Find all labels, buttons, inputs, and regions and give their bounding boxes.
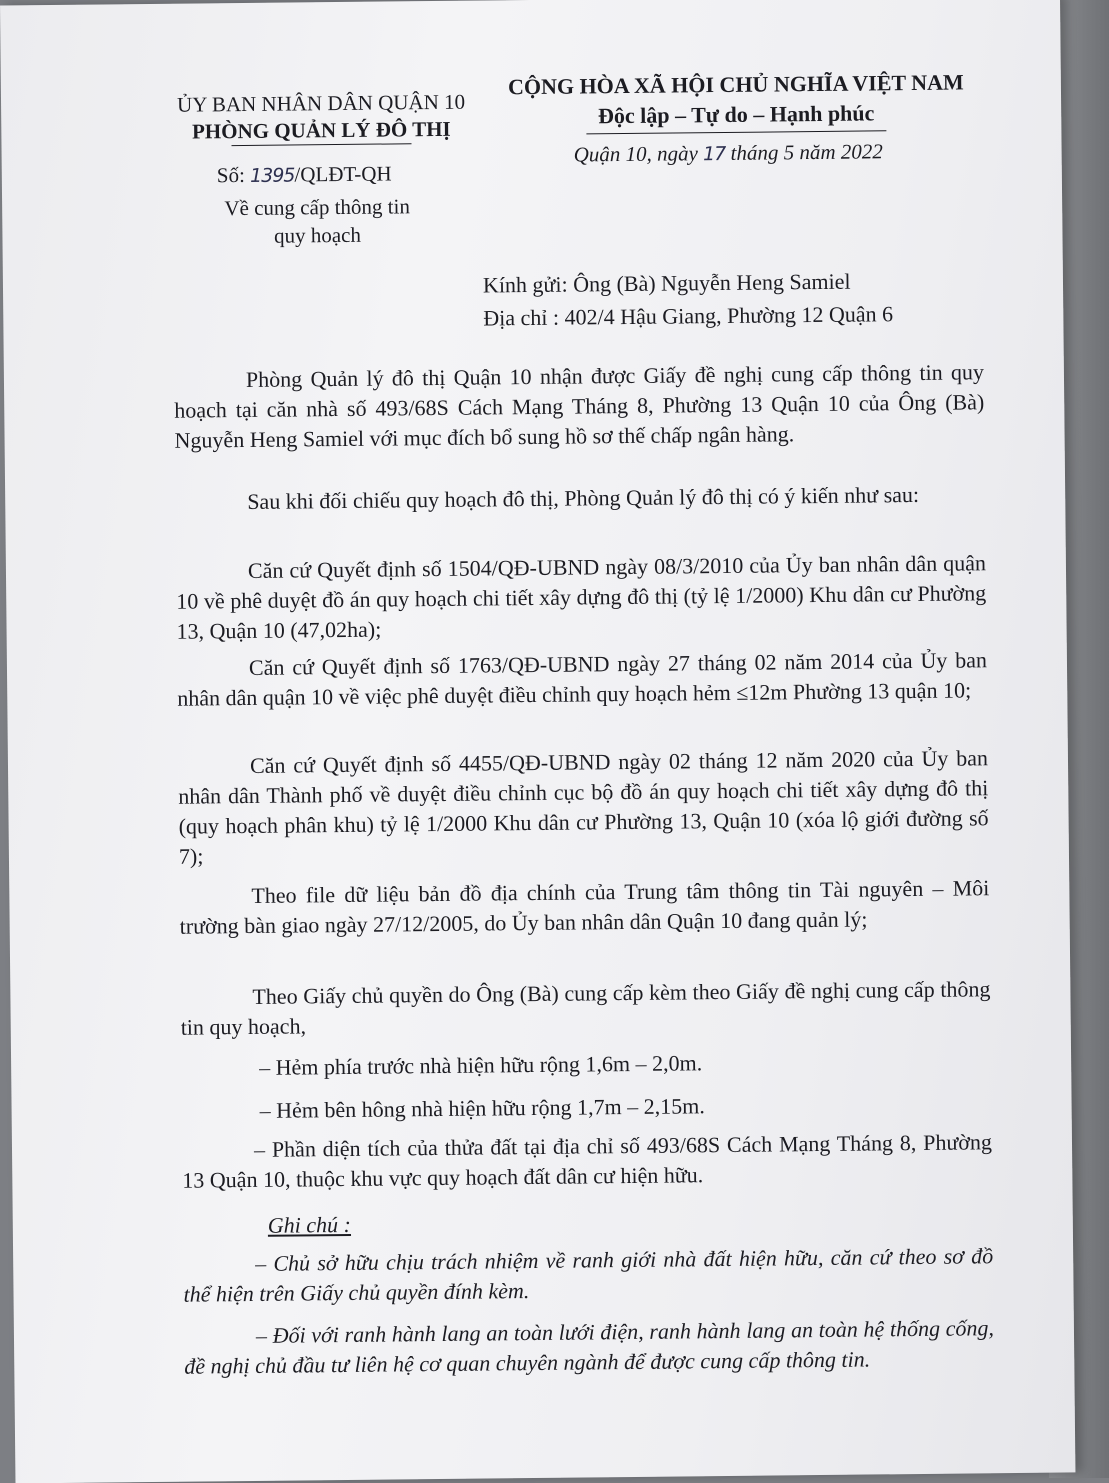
paragraph-opinion: Sau khi đối chiếu quy hoạch đô thị, Phòng Quản lý đô thị có ý kiến như sau:: [247, 481, 920, 514]
date-day-handwritten: 17: [703, 142, 726, 166]
bullet-front-alley: – Hẻm phía trước nhà hiện hữu rộng 1,6m – 2,0m.: [259, 1050, 703, 1080]
paragraph-basis-1504: Căn cứ Quyết định số 1504/QĐ-UBND ngày 08/3/2010 của Ủy ban nhân dân quận 10 về phê duyệt đồ án quy hoạch chi tiết xây dựng đô thị (tỷ lệ 1/2000) Khu dân cư Phường 13, Quận 10 (47,02ha);: [176, 550, 987, 644]
nation-motto: Độc lập – Tự do – Hạnh phúc: [597, 100, 875, 129]
doc-number-prefix: Số:: [216, 162, 245, 188]
bullet-side-alley: – Hẻm bên hông nhà hiện hữu rộng 1,7m – 2,15m.: [259, 1093, 705, 1123]
date-suffix: tháng 5 năm 2022: [730, 139, 883, 165]
date-prefix: Quận 10, ngày: [573, 141, 698, 167]
nation-name: CỘNG HÒA XÃ HỘI CHỦ NGHĨA VIỆT NAM: [507, 69, 964, 100]
doc-number-handwritten: 1395: [249, 164, 295, 187]
paragraph-request: Phòng Quản lý đô thị Quận 10 nhận được Giấy đề nghị cung cấp thông tin quy hoạch tại căn nhà số 493/68S Cách Mạng Tháng 8, Phường 13 Quận 10 của Ông (Bà) Nguyễn Heng Samiel với mục đích bổ sung hồ sơ thế chấp ngân hàng.: [174, 359, 985, 453]
department-name: PHÒNG QUẢN LÝ ĐÔ THỊ: [191, 116, 451, 144]
notes-label: Ghi chú :: [267, 1211, 352, 1238]
agency-block: [156, 88, 487, 146]
paragraph-basis-1763: Căn cứ Quyết định số 1763/QĐ-UBND ngày 27 tháng 02 năm 2014 của Ủy ban nhân dân quận 10 về việc phê duyệt điều chỉnh quy hoạch hẻm ≤12m Phường 13 quận 10;: [177, 647, 988, 711]
agency-name: ỦY BAN NHÂN DÂN QUẬN 10: [176, 89, 466, 117]
subject-line-2: quy hoạch: [273, 222, 362, 248]
note-safety-corridor: – Đối với ranh hành lang an toàn lưới điện, ranh hành lang an toàn hệ thống cống, đề nghị chủ đầu tư liên hệ cơ quan chuyên ngành để được cung cấp thông tin.: [184, 1315, 995, 1379]
note-boundary-responsibility: – Chủ sở hữu chịu trách nhiệm về ranh giới nhà đất hiện hữu, căn cứ theo sơ đồ thể hiện trên Giấy chủ quyền đính kèm.: [183, 1243, 994, 1307]
national-heading: [501, 67, 972, 135]
recipient-block: [483, 264, 893, 334]
bullet-land-plot: – Phần diện tích của thửa đất tại địa chỉ số 493/68S Cách Mạng Tháng 8, Phường 13 Quận 10, thuộc khu vực quy hoạch đất dân cư hiện hữu.: [182, 1129, 993, 1193]
paragraph-cadastral-data: Theo file dữ liệu bản đồ địa chính của Trung tâm thông tin Tài nguyên – Môi trường bàn giao ngày 27/12/2005, do Ủy ban nhân dân Quận 10 đang quản lý;: [179, 875, 990, 939]
recipient-address: Địa chỉ : 402/4 Hậu Giang, Phường 12 Quận 6: [483, 301, 894, 331]
document-subject: [202, 192, 433, 250]
paragraph-ownership-certificate: Theo Giấy chủ quyền do Ông (Bà) cung cấp kèm theo Giấy đề nghị cung cấp thông tin quy hoạch,: [180, 976, 991, 1040]
document-number: [217, 161, 392, 188]
paragraph-basis-4455: Căn cứ Quyết định số 4455/QĐ-UBND ngày 02 tháng 12 năm 2020 của Ủy ban nhân dân Thành phố về duyệt điều chỉnh cục bộ đồ án quy hoạch chi tiết xây dựng đô thị (quy hoạch phân khu) tỷ lệ 1/2000 Khu dân cư Phường 13, Quận 10 (xóa lộ giới đường số 7);: [178, 745, 989, 869]
doc-number-suffix: /QLĐT-QH: [294, 161, 392, 187]
subject-line-1: Về cung cấp thông tin: [224, 194, 410, 221]
recipient-name: Kính gửi: Ông (Bà) Nguyễn Heng Samiel: [482, 268, 851, 298]
document-date: [573, 139, 882, 167]
